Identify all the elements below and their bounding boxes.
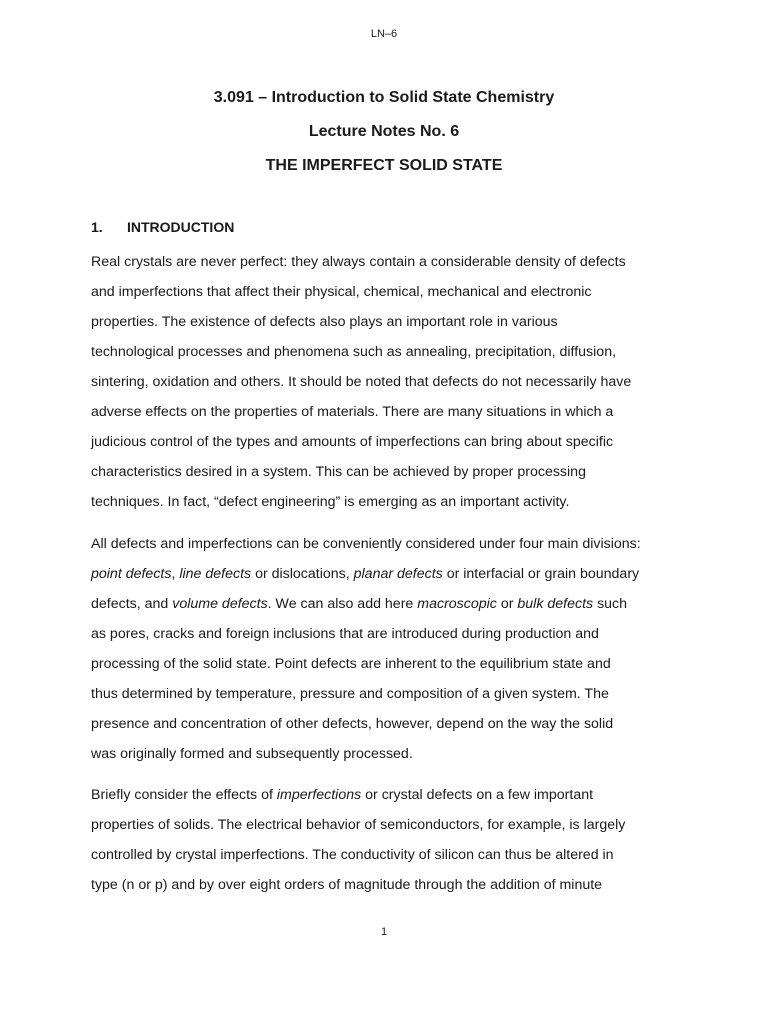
term-line-defects: line defects bbox=[179, 566, 252, 582]
text-fragment: such bbox=[593, 596, 628, 612]
paragraph-3 bbox=[91, 780, 691, 900]
text-line: thus determined by temperature, pressure and composition of a given system. The bbox=[91, 686, 609, 702]
course-title: 3.091 – Introduction to Solid State Chemistry bbox=[213, 89, 555, 106]
page-number: 1 bbox=[380, 926, 388, 938]
text-fragment: defects, and bbox=[91, 596, 173, 612]
paragraph-1 bbox=[91, 247, 691, 517]
section-number: 1. bbox=[91, 219, 103, 235]
text-line: properties of solids. The electrical behavior of semiconductors, for example, is largely bbox=[91, 817, 626, 833]
term-imperfections: imperfections bbox=[276, 787, 362, 803]
paragraph-2 bbox=[91, 529, 691, 769]
text-line: technological processes and phenomena such as annealing, precipitation, diffusion, bbox=[91, 344, 617, 360]
term-planar-defects: planar defects bbox=[353, 566, 443, 582]
text-line bbox=[91, 780, 691, 810]
text-line: was originally formed and subsequently processed. bbox=[91, 746, 413, 762]
text-line: controlled by crystal imperfections. The conductivity of silicon can thus be altered in bbox=[91, 847, 614, 863]
text-line bbox=[91, 589, 691, 619]
term-macroscopic: macroscopic bbox=[417, 596, 497, 612]
text-fragment: or bbox=[496, 596, 518, 612]
text-fragment: or interfacial or grain boundary bbox=[442, 566, 640, 582]
term-bulk-defects: bulk defects bbox=[517, 596, 594, 612]
term-volume-defects: volume defects bbox=[172, 596, 268, 612]
text-line: and imperfections that affect their physical, chemical, mechanical and electronic bbox=[91, 284, 592, 300]
section-title: INTRODUCTION bbox=[127, 219, 235, 235]
text-line: adverse effects on the properties of materials. There are many situations in which a bbox=[91, 404, 614, 420]
text-line: sintering, oxidation and others. It should be noted that defects do not necessarily have bbox=[91, 374, 632, 390]
text-line: presence and concentration of other defects, however, depend on the way the solid bbox=[91, 716, 614, 732]
section-heading bbox=[91, 219, 234, 235]
term-point-defects: point defects bbox=[91, 566, 172, 582]
text-line: processing of the solid state. Point defects are inherent to the equilibrium state and bbox=[91, 656, 611, 672]
lecture-topic: THE IMPERFECT SOLID STATE bbox=[265, 157, 503, 174]
text-fragment: Briefly consider the effects of bbox=[91, 787, 277, 803]
text-line: characteristics desired in a system. This can be achieved by proper processing bbox=[91, 464, 586, 480]
text-fragment: , bbox=[171, 566, 180, 582]
text-line: Real crystals are never perfect: they always contain a considerable density of defects bbox=[91, 254, 626, 270]
text-line bbox=[91, 559, 691, 589]
text-fragment: or dislocations, bbox=[251, 566, 354, 582]
text-line: as pores, cracks and foreign inclusions that are introduced during production and bbox=[91, 626, 599, 642]
text-fragment: . We can also add here bbox=[267, 596, 418, 612]
text-line: All defects and imperfections can be conveniently considered under four main divisions: bbox=[91, 536, 641, 552]
lecture-number: Lecture Notes No. 6 bbox=[308, 123, 460, 140]
text-line: type (n or p) and by over eight orders of magnitude through the addition of minute bbox=[91, 877, 603, 893]
text-fragment: or crystal defects on a few important bbox=[361, 787, 594, 803]
title-block bbox=[0, 86, 768, 188]
text-line: properties. The existence of defects also plays an important role in various bbox=[91, 314, 558, 330]
text-line: techniques. In fact, “defect engineering” is emerging as an important activity. bbox=[91, 494, 570, 510]
running-header: LN–6 bbox=[370, 28, 398, 40]
text-line: judicious control of the types and amounts of imperfections can bring about specific bbox=[91, 434, 614, 450]
